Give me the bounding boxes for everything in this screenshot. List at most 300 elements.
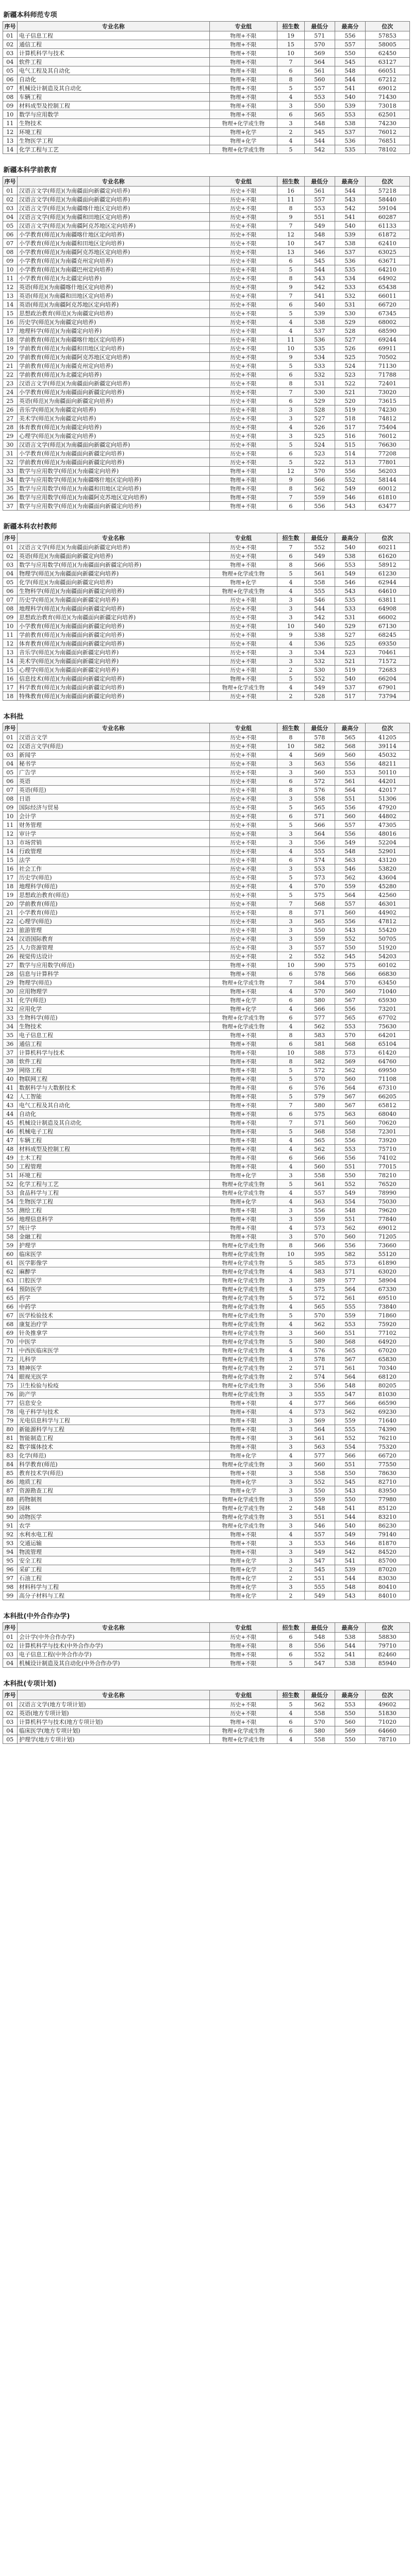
cell-index: 16 <box>3 318 17 327</box>
cell-major: 汉语言文学(师范)(为南疆喀什地区定向培养) <box>17 204 209 213</box>
cell-max-score: 553 <box>335 1145 365 1154</box>
cell-major: 新能源科学与工程 <box>17 1425 209 1434</box>
header-major: 专业名称 <box>17 22 209 31</box>
cell-subject-group: 物理+化学 <box>209 1005 277 1013</box>
cell-min-score: 522 <box>304 458 335 467</box>
cell-major: 数学与应用数学(师范)(为南疆阿克苏地区定向培养) <box>17 493 209 502</box>
cell-rank: 74230 <box>366 405 410 414</box>
cell-min-score: 595 <box>304 1250 335 1259</box>
cell-major: 心理学(师范)(为南疆定向培养) <box>17 432 209 440</box>
cell-rank: 80410 <box>366 1583 410 1591</box>
cell-min-score: 573 <box>304 1408 335 1416</box>
cell-max-score: 531 <box>335 300 365 309</box>
cell-enrollment: 7 <box>277 1118 305 1127</box>
cell-index: 35 <box>3 1031 17 1040</box>
cell-major: 英语(师范) <box>17 786 209 794</box>
cell-major: 学前教育(师范)(为南疆阿克苏地区定向培养) <box>17 353 209 362</box>
cell-rank: 66011 <box>366 292 410 300</box>
cell-enrollment: 9 <box>277 631 305 639</box>
cell-rank: 44802 <box>366 812 410 821</box>
cell-subject-group: 物理+不限 <box>209 1110 277 1118</box>
cell-index: 25 <box>3 943 17 952</box>
table-row <box>3 1530 409 1539</box>
table-row <box>3 1154 409 1162</box>
cell-subject-group: 历史+不限 <box>209 759 277 768</box>
cell-index: 50 <box>3 1162 17 1171</box>
cell-major: 广告学 <box>17 768 209 777</box>
cell-max-score: 533 <box>335 283 365 292</box>
cell-max-score: 569 <box>335 1057 365 1066</box>
table-row <box>3 318 409 327</box>
table-row <box>3 230 409 239</box>
cell-major: 化学工程与工艺 <box>17 1180 209 1189</box>
cell-min-score: 553 <box>304 93 335 101</box>
cell-index: 21 <box>3 362 17 370</box>
cell-index: 04 <box>3 213 17 222</box>
cell-max-score: 543 <box>335 502 365 511</box>
cell-min-score: 552 <box>304 1650 335 1659</box>
cell-index: 10 <box>3 110 17 119</box>
header-enrollment: 招生数 <box>277 1623 305 1633</box>
section-title: 本科批(中外合作办学) <box>3 1613 70 1620</box>
table-row <box>3 970 409 978</box>
table-row <box>3 1633 409 1641</box>
cell-min-score: 578 <box>304 970 335 978</box>
cell-index: 10 <box>3 265 17 274</box>
cell-major: 医学检验技术 <box>17 1311 209 1320</box>
cell-enrollment: 8 <box>277 561 305 569</box>
cell-min-score: 571 <box>304 31 335 40</box>
cell-index: 45 <box>3 1118 17 1127</box>
table-row <box>3 1127 409 1136</box>
cell-enrollment: 4 <box>277 587 305 596</box>
cell-major: 小学教育(师范)(为南疆面向新疆定向培养) <box>17 449 209 458</box>
cell-subject-group: 物理+不限 <box>209 1425 277 1434</box>
cell-index: 71 <box>3 1346 17 1355</box>
cell-subject-group: 历史+不限 <box>209 449 277 458</box>
cell-major: 中药学 <box>17 1302 209 1311</box>
cell-max-score: 545 <box>335 1478 365 1486</box>
cell-enrollment: 3 <box>277 1206 305 1215</box>
cell-min-score: 562 <box>304 1320 335 1329</box>
cell-major: 预防医学 <box>17 1285 209 1294</box>
cell-enrollment: 3 <box>277 1521 305 1530</box>
cell-max-score: 539 <box>335 230 365 239</box>
cell-enrollment: 4 <box>277 318 305 327</box>
cell-enrollment: 3 <box>277 1443 305 1451</box>
cell-rank: 73201 <box>366 1005 410 1013</box>
table-row <box>3 1364 409 1372</box>
cell-min-score: 575 <box>304 1285 335 1294</box>
cell-subject-group: 历史+不限 <box>209 222 277 230</box>
table-row <box>3 1574 409 1583</box>
cell-major: 通信工程 <box>17 40 209 49</box>
cell-enrollment: 5 <box>277 674 305 683</box>
cell-major: 会计学 <box>17 812 209 821</box>
header-subject-group: 专业组 <box>209 1623 277 1633</box>
table-row <box>3 1390 409 1399</box>
cell-enrollment: 7 <box>277 978 305 987</box>
cell-subject-group: 物理+不限 <box>209 31 277 40</box>
cell-subject-group: 物理+不限 <box>209 110 277 119</box>
table-row <box>3 1355 409 1364</box>
cell-enrollment: 8 <box>277 75 305 84</box>
cell-enrollment: 3 <box>277 926 305 935</box>
cell-major: 儿科学 <box>17 1355 209 1364</box>
cell-rank: 74390 <box>366 1425 410 1434</box>
cell-enrollment: 9 <box>277 283 305 292</box>
cell-enrollment: 4 <box>277 1735 305 1744</box>
cell-index: 18 <box>3 882 17 891</box>
cell-enrollment: 6 <box>277 777 305 786</box>
cell-max-score: 556 <box>335 1136 365 1145</box>
cell-min-score: 569 <box>304 49 335 58</box>
cell-rank: 69012 <box>366 1224 410 1232</box>
cell-subject-group: 历史+不限 <box>209 639 277 648</box>
header-subject-group: 专业组 <box>209 22 277 31</box>
table-row <box>3 978 409 987</box>
cell-min-score: 557 <box>304 84 335 93</box>
cell-enrollment: 3 <box>277 604 305 613</box>
cell-major: 车辆工程 <box>17 1136 209 1145</box>
cell-index: 27 <box>3 414 17 423</box>
cell-subject-group: 物理+不限 <box>209 1434 277 1443</box>
cell-subject-group: 物理+化学或生物 <box>209 1276 277 1285</box>
table-row <box>3 1083 409 1092</box>
cell-min-score: 570 <box>304 987 335 996</box>
cell-min-score: 576 <box>304 1346 335 1355</box>
cell-major: 资源勘查工程 <box>17 1486 209 1495</box>
cell-max-score: 560 <box>335 1075 365 1083</box>
cell-subject-group: 物理+不限 <box>209 476 277 484</box>
cell-min-score: 552 <box>304 952 335 961</box>
cell-min-score: 577 <box>304 1451 335 1460</box>
table-row <box>3 1162 409 1171</box>
cell-enrollment: 7 <box>277 388 305 397</box>
cell-major: 护理学 <box>17 1241 209 1250</box>
cell-subject-group: 历史+不限 <box>209 423 277 432</box>
cell-index: 15 <box>3 666 17 674</box>
cell-index: 72 <box>3 1355 17 1364</box>
cell-subject-group: 物理+不限 <box>209 1145 277 1154</box>
cell-index: 87 <box>3 1486 17 1495</box>
cell-rank: 75710 <box>366 1145 410 1154</box>
cell-major: 小学教育(师范)(为南疆巴州定向培养) <box>17 265 209 274</box>
cell-enrollment: 12 <box>277 230 305 239</box>
header-enrollment: 招生数 <box>277 723 305 733</box>
cell-min-score: 566 <box>304 1241 335 1250</box>
cell-min-score: 549 <box>304 222 335 230</box>
cell-subject-group: 物理+不限 <box>209 1530 277 1539</box>
cell-max-score: 568 <box>335 1040 365 1048</box>
cell-min-score: 550 <box>304 1486 335 1495</box>
cell-major: 口腔医学 <box>17 1276 209 1285</box>
cell-enrollment: 4 <box>277 882 305 891</box>
cell-subject-group: 物理+不限 <box>209 93 277 101</box>
cell-index: 54 <box>3 1197 17 1206</box>
cell-max-score: 548 <box>335 1206 365 1215</box>
header-max-score: 最高分 <box>335 22 365 31</box>
cell-min-score: 558 <box>304 1171 335 1180</box>
cell-index: 41 <box>3 1083 17 1092</box>
cell-subject-group: 历史+不限 <box>209 405 277 414</box>
table-row <box>3 829 409 838</box>
cell-enrollment: 4 <box>277 1451 305 1460</box>
cell-major: 科学教育(师范)(为南疆面向新疆定向培养) <box>17 683 209 692</box>
cell-rank: 67330 <box>366 1285 410 1294</box>
cell-rank: 69230 <box>366 1408 410 1416</box>
cell-max-score: 562 <box>335 1224 365 1232</box>
table-row <box>3 414 409 423</box>
cell-major: 临床医学(地方专项计划) <box>17 1726 209 1735</box>
cell-enrollment: 3 <box>277 596 305 604</box>
cell-enrollment: 3 <box>277 1381 305 1390</box>
table-row <box>3 561 409 569</box>
cell-subject-group: 历史+不限 <box>209 742 277 751</box>
cell-min-score: 558 <box>304 1735 335 1744</box>
cell-rank: 49602 <box>366 1700 410 1709</box>
table-row <box>3 300 409 309</box>
cell-index: 62 <box>3 1267 17 1276</box>
cell-subject-group: 历史+不限 <box>209 458 277 467</box>
table-row <box>3 1399 409 1408</box>
cell-rank: 71205 <box>366 1232 410 1241</box>
table-row <box>3 952 409 961</box>
cell-min-score: 565 <box>304 1302 335 1311</box>
cell-index: 86 <box>3 1478 17 1486</box>
table-row <box>3 257 409 265</box>
cell-enrollment: 10 <box>277 49 305 58</box>
cell-min-score: 537 <box>304 327 335 335</box>
cell-subject-group: 历史+不限 <box>209 882 277 891</box>
cell-subject-group: 物理+不限 <box>209 1206 277 1215</box>
cell-enrollment: 3 <box>277 1434 305 1443</box>
table-row <box>3 1285 409 1294</box>
cell-major: 地理信息科学 <box>17 1215 209 1224</box>
table-row <box>3 821 409 829</box>
cell-min-score: 582 <box>304 1057 335 1066</box>
cell-max-score: 577 <box>335 1276 365 1285</box>
cell-max-score: 559 <box>335 1416 365 1425</box>
cell-major: 计算机科学与技术 <box>17 49 209 58</box>
table-row <box>3 777 409 786</box>
cell-index: 12 <box>3 829 17 838</box>
table-row <box>3 1521 409 1530</box>
table-row <box>3 145 409 154</box>
cell-major: 数学与应用数学(师范)(为南疆喀什地区定向培养) <box>17 476 209 484</box>
cell-enrollment: 10 <box>277 742 305 751</box>
cell-subject-group: 物理+化学或生物 <box>209 1013 277 1022</box>
cell-max-score: 546 <box>335 1539 365 1548</box>
cell-index: 38 <box>3 1057 17 1066</box>
table-row <box>3 1180 409 1189</box>
cell-index: 36 <box>3 493 17 502</box>
cell-min-score: 553 <box>304 204 335 213</box>
cell-rank: 73840 <box>366 1302 410 1311</box>
cell-rank: 43604 <box>366 873 410 882</box>
table-row <box>3 1197 409 1206</box>
table-row <box>3 1478 409 1486</box>
cell-enrollment: 4 <box>277 847 305 856</box>
cell-major: 汉语言文学 <box>17 733 209 742</box>
cell-enrollment: 4 <box>277 751 305 759</box>
cell-index: 06 <box>3 230 17 239</box>
cell-enrollment: 7 <box>277 493 305 502</box>
cell-subject-group: 历史+不限 <box>209 388 277 397</box>
cell-index: 01 <box>3 1633 17 1641</box>
cell-min-score: 559 <box>304 1495 335 1504</box>
cell-max-score: 543 <box>335 195 365 204</box>
cell-min-score: 524 <box>304 440 335 449</box>
cell-enrollment: 11 <box>277 195 305 204</box>
cell-index: 91 <box>3 1521 17 1530</box>
cell-max-score: 552 <box>335 476 365 484</box>
cell-index: 83 <box>3 1451 17 1460</box>
table-row <box>3 847 409 856</box>
cell-max-score: 564 <box>335 891 365 900</box>
cell-enrollment: 10 <box>277 961 305 970</box>
cell-min-score: 544 <box>304 265 335 274</box>
header-major: 专业名称 <box>17 1623 209 1633</box>
cell-subject-group: 历史+不限 <box>209 195 277 204</box>
cell-index: 96 <box>3 1565 17 1574</box>
cell-enrollment: 5 <box>277 1337 305 1346</box>
cell-max-score: 535 <box>335 596 365 604</box>
table-row <box>3 1250 409 1259</box>
cell-enrollment: 5 <box>277 265 305 274</box>
cell-min-score: 548 <box>304 1633 335 1641</box>
cell-index: 14 <box>3 300 17 309</box>
cell-max-score: 520 <box>335 397 365 405</box>
cell-major: 数学与应用数学(师范)(为南疆和田地区定向培养) <box>17 484 209 493</box>
cell-min-score: 576 <box>304 1083 335 1092</box>
cell-max-score: 550 <box>335 49 365 58</box>
cell-index: 57 <box>3 1224 17 1232</box>
cell-major: 安全工程 <box>17 1556 209 1565</box>
cell-subject-group: 物理+不限 <box>209 1066 277 1075</box>
cell-rank: 58830 <box>366 1633 410 1641</box>
cell-max-score: 540 <box>335 222 365 230</box>
cell-rank: 57853 <box>366 31 410 40</box>
cell-subject-group: 历史+不限 <box>209 257 277 265</box>
cell-subject-group: 历史+不限 <box>209 935 277 943</box>
admission-section <box>3 708 410 1600</box>
cell-enrollment: 6 <box>277 110 305 119</box>
table-row <box>3 49 409 58</box>
cell-max-score: 567 <box>335 996 365 1005</box>
cell-rank: 66590 <box>366 1399 410 1408</box>
cell-index: 09 <box>3 803 17 812</box>
cell-index: 11 <box>3 274 17 283</box>
cell-max-score: 558 <box>335 1127 365 1136</box>
cell-min-score: 553 <box>304 865 335 873</box>
table-row <box>3 1118 409 1127</box>
table-row <box>3 239 409 248</box>
cell-max-score: 565 <box>335 733 365 742</box>
header-min-score: 最低分 <box>304 1623 335 1633</box>
cell-max-score: 546 <box>335 493 365 502</box>
cell-rank: 77801 <box>366 458 410 467</box>
cell-index: 07 <box>3 84 17 93</box>
cell-index: 02 <box>3 195 17 204</box>
cell-subject-group: 物理+不限 <box>209 1118 277 1127</box>
cell-subject-group: 历史+不限 <box>209 838 277 847</box>
cell-enrollment: 3 <box>277 405 305 414</box>
table-row <box>3 1425 409 1434</box>
cell-enrollment: 6 <box>277 996 305 1005</box>
table-row <box>3 1171 409 1180</box>
cell-max-score: 544 <box>335 187 365 195</box>
cell-max-score: 550 <box>335 1495 365 1504</box>
cell-min-score: 548 <box>304 119 335 128</box>
cell-index: 14 <box>3 847 17 856</box>
cell-subject-group: 物理+不限 <box>209 961 277 970</box>
cell-min-score: 561 <box>304 569 335 578</box>
header-min-score: 最低分 <box>304 723 335 733</box>
cell-rank: 71860 <box>366 1311 410 1320</box>
cell-min-score: 556 <box>304 1641 335 1650</box>
cell-subject-group: 物理+不限 <box>209 66 277 75</box>
cell-enrollment: 6 <box>277 66 305 75</box>
cell-enrollment: 4 <box>277 1145 305 1154</box>
table-row <box>3 137 409 145</box>
table-row <box>3 1057 409 1066</box>
cell-min-score: 547 <box>304 239 335 248</box>
cell-index: 99 <box>3 1591 17 1600</box>
cell-subject-group: 历史+不限 <box>209 733 277 742</box>
table-row <box>3 344 409 353</box>
cell-min-score: 569 <box>304 1416 335 1425</box>
cell-enrollment: 6 <box>277 1110 305 1118</box>
header-enrollment: 招生数 <box>277 22 305 31</box>
cell-index: 32 <box>3 1005 17 1013</box>
cell-max-score: 556 <box>335 803 365 812</box>
cell-index: 36 <box>3 1040 17 1048</box>
cell-rank: 75030 <box>366 1197 410 1206</box>
table-header-row <box>3 177 409 187</box>
cell-enrollment: 3 <box>277 1478 305 1486</box>
cell-index: 23 <box>3 379 17 388</box>
cell-max-score: 553 <box>335 1700 365 1709</box>
cell-major: 网络工程 <box>17 1066 209 1075</box>
section-title: 新疆本科学前教育 <box>3 166 57 174</box>
cell-rank: 70340 <box>366 1364 410 1372</box>
table-row <box>3 1110 409 1118</box>
cell-min-score: 551 <box>304 213 335 222</box>
cell-index: 11 <box>3 631 17 639</box>
cell-enrollment: 8 <box>277 733 305 742</box>
cell-max-score: 564 <box>335 1285 365 1294</box>
cell-major: 环境工程 <box>17 1171 209 1180</box>
cell-major: 药物制剂 <box>17 1495 209 1504</box>
cell-rank: 66720 <box>366 1451 410 1460</box>
cell-rank: 79620 <box>366 1206 410 1215</box>
cell-index: 31 <box>3 996 17 1005</box>
cell-subject-group: 历史+不限 <box>209 309 277 318</box>
cell-subject-group: 物理+不限 <box>209 1224 277 1232</box>
table-row <box>3 1005 409 1013</box>
table-row <box>3 759 409 768</box>
cell-min-score: 557 <box>304 1530 335 1539</box>
cell-major: 汉语国际教育 <box>17 935 209 943</box>
admission-section <box>3 1607 410 1668</box>
cell-min-score: 562 <box>304 1022 335 1031</box>
cell-max-score: 532 <box>335 292 365 300</box>
cell-max-score: 541 <box>335 84 365 93</box>
cell-major: 护理学(地方专项计划) <box>17 1735 209 1744</box>
cell-min-score: 538 <box>304 318 335 327</box>
cell-enrollment: 4 <box>277 578 305 587</box>
